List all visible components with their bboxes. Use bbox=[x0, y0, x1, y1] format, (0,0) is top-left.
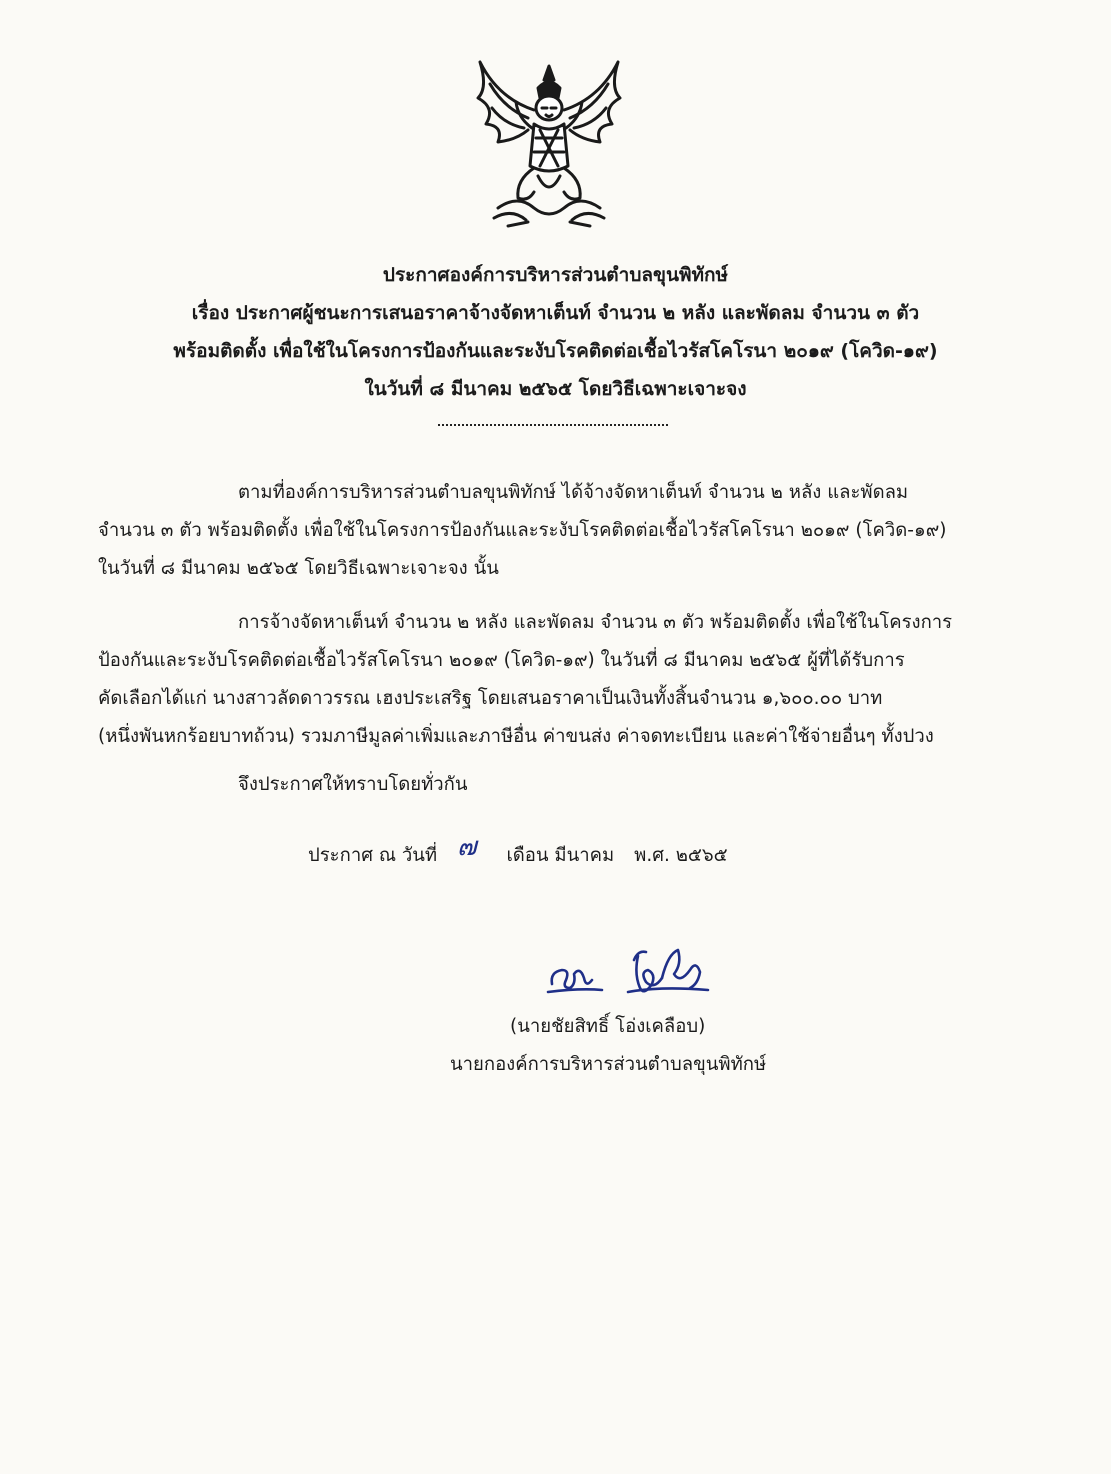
paragraph-1-line-2: จำนวน ๓ ตัว พร้อมติดตั้ง เพื่อใช้ในโครงการป้องกันและระงับโรคติดต่อเชื้อไวรัสโคโรนา ๒๐๑๙ (โควิด-๑๙) bbox=[98, 520, 947, 541]
paragraph-2-line-1: การจ้างจัดหาเต็นท์ จำนวน ๒ หลัง และพัดลม จำนวน ๓ ตัว พร้อมติดตั้ง เพื่อใช้ในโครงการ bbox=[238, 612, 953, 633]
paragraph-1-line-1: ตามที่องค์การบริหารส่วนตำบลขุนพิทักษ์ ได้จ้างจัดหาเต็นท์ จำนวน ๒ หลัง และพัดลม bbox=[238, 482, 909, 503]
handwritten-signature-icon bbox=[540, 944, 730, 1002]
paragraph-2 bbox=[98, 604, 952, 756]
announcement-heading bbox=[0, 256, 1111, 408]
heading-date-method: ในวันที่ ๘ มีนาคม ๒๕๖๕ โดยวิธีเฉพาะเจาะจง bbox=[364, 378, 747, 400]
closing-statement: จึงประกาศให้ทราบโดยทั่วกัน bbox=[238, 774, 468, 795]
heading-separator bbox=[438, 424, 668, 426]
paragraph-1 bbox=[98, 474, 946, 588]
dateline-day-handwritten: ๗ bbox=[457, 832, 477, 862]
announcement-dateline bbox=[308, 832, 728, 873]
dateline-prefix: ประกาศ ณ วันที่ bbox=[308, 845, 438, 866]
paragraph-2-line-4: (หนึ่งพันหกร้อยบาทถ้วน) รวมภาษีมูลค่าเพิ่มและภาษีอื่น ค่าขนส่ง ค่าจดทะเบียน และค่าใช้จ่ายอื่นๆ ทั้งปวง bbox=[98, 726, 934, 747]
paragraph-2-line-2: ป้องกันและระงับโรคติดต่อเชื้อไวรัสโคโรนา ๒๐๑๙ (โควิด-๑๙) ในวันที่ ๘ มีนาคม ๒๕๖๕ ผู้ที่ได้รับการ bbox=[98, 650, 905, 671]
dateline-year: พ.ศ. ๒๕๖๕ bbox=[634, 845, 728, 866]
signer-name: (นายชัยสิทธิ์ โอ่งเคลือบ) bbox=[510, 1016, 706, 1037]
paragraph-2-line-3: คัดเลือกได้แก่ นางสาวลัดดาวรรณ เฮงประเสริฐ โดยเสนอราคาเป็นเงินทั้งสิ้นจำนวน ๑,๖๐๐.๐๐ บาท bbox=[98, 688, 883, 709]
heading-organization: ประกาศองค์การบริหารส่วนตำบลขุนพิทักษ์ bbox=[382, 264, 729, 286]
dateline-month: เดือน มีนาคม bbox=[506, 845, 615, 866]
heading-subject: เรื่อง ประกาศผู้ชนะการเสนอราคาจ้างจัดหาเต็นท์ จำนวน ๒ หลัง และพัดลม จำนวน ๓ ตัว bbox=[191, 302, 920, 324]
paragraph-1-line-3: ในวันที่ ๘ มีนาคม ๒๕๖๕ โดยวิธีเฉพาะเจาะจง นั้น bbox=[98, 558, 499, 579]
garuda-emblem-icon bbox=[468, 58, 630, 230]
signer-title: นายกองค์การบริหารส่วนตำบลขุนพิทักษ์ bbox=[450, 1054, 767, 1075]
heading-subject-cont: พร้อมติดตั้ง เพื่อใช้ในโครงการป้องกันและระงับโรคติดต่อเชื้อไวรัสโคโรนา ๒๐๑๙ (โควิด-๑๙) bbox=[173, 340, 938, 362]
